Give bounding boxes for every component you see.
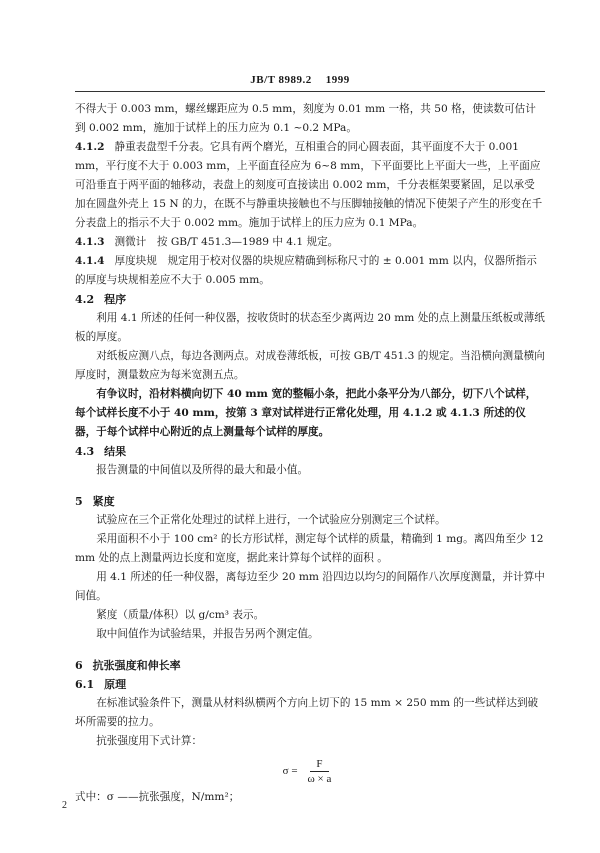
page-header [0,74,600,86]
paragraph: 对纸板应测八点，每边各测两点。对成卷薄纸板，可按 GB/T 451.3 的规定。当沿横向测量横向厚度时，测量数应为每米宽测五点。 [75,350,545,381]
page-number: 2 [62,800,67,811]
standard-year: 1999 [325,74,350,86]
paragraph: 用 4.1 所述的任一种仪器，离每边至少 20 mm 沿四边以均匀的间隔作八次厚度测量，并计算中间值。 [75,571,545,602]
document-body [75,100,545,807]
section-title: 程序 [104,293,127,306]
tensile-strength-formula [75,757,545,786]
section-number: 4.3 [75,445,95,458]
standard-code: JB/T 8989.2 [250,74,312,86]
clause-text: 厚度块规 规定用于校对仪器的块规应精确到标称尺寸的 ± 0.001 mm 以内，仪器所指示的厚度与块规相差应不大于 0.005 mm。 [75,255,537,286]
section-heading-5 [75,492,545,511]
section-number: 6.1 [75,678,95,691]
section-number: 4.2 [75,293,95,306]
section-heading-6-1 [75,675,545,694]
clause-4-1-4 [75,252,545,290]
formula-numerator: F [310,757,328,772]
section-number: 5 [75,495,83,508]
formula-lhs: σ = [282,765,298,777]
section-title: 原理 [104,678,127,691]
clause-text: 静重表盘型千分表。它具有两个磨光，互相重合的同心圆表面，其平面度不大于 0.001 mm，平行度不大于 0.003 mm，上平面直径应为 6~8 mm，下平面要比上平面大一些，上平面应可沿垂直于两平面的轴移动，表盘上的刻度可直接读出 0.002 mm，千分表框架要紧固，足以承受加在圆盘外壳上 15 N 的力，在既不与静重块接触也不与压脚轴接触的情况下使架子产生的形变在千分表盘上的指示不大于 0.002 mm。施加于试样上的压力应为 0.1 MPa。 [75,141,543,229]
section-title: 结果 [104,445,127,458]
formula-fraction [302,757,338,786]
paragraph: 试验应在三个正常化处理过的试样上进行，一个试验应分别测定三个试样。 [96,514,446,526]
clause-number: 4.1.2 [75,141,105,153]
paragraph: 报告测量的中间值以及所得的最大和最小值。 [96,464,309,476]
paragraph: 有争议时，沿材料横向切下 40 mm 宽的整幅小条，把此小条平分为八部分，切下八个试样，每个试样长度不小于 40 mm，按第 3 章对试样进行正常化处理，用 4.1.2 或 4.1.3 所述的仪器，于每个试样中心附近的点上测量每个试样的厚度。 [75,388,537,438]
clause-number: 4.1.3 [75,236,105,248]
formula-denominator: ω × a [307,773,332,785]
paragraph: 抗张强度用下式计算： [96,735,203,747]
section-heading-4-3 [75,442,545,461]
paragraph-continuation: 不得大于 0.003 mm，螺丝螺距应为 0.5 mm，刻度为 0.01 mm 一格，共 50 格，使读数可估计到 0.002 mm，施加于试样上的压力应为 0.1 ~0.2 MPa。 [75,103,536,134]
clause-number: 4.1.4 [75,255,105,267]
paragraph: 取中间值作为试验结果，并报告另两个测定值。 [96,628,319,640]
clause-text: 测微计 按 GB/T 451.3—1989 中 4.1 规定。 [114,236,339,248]
paragraph: 在标准试验条件下，测量从材料纵横两个方向上切下的 15 mm × 250 mm 的一些试样达到破坏所需要的拉力。 [75,697,539,728]
header-rule [75,91,545,92]
section-heading-6 [75,656,545,675]
section-title: 紧度 [92,495,115,508]
section-number: 6 [75,659,83,672]
formula-legend: 式中：σ ——抗张强度，N/mm²； [75,791,240,803]
paragraph: 利用 4.1 所述的任何一种仪器，按收货时的状态至少离两边 20 mm 处的点上测量压纸板或薄纸板的厚度。 [75,312,545,343]
formula-expression [283,757,338,786]
section-heading-4-2 [75,290,545,309]
clause-4-1-3 [75,233,545,252]
paragraph: 紧度（质量/体积）以 g/cm³ 表示。 [96,609,265,621]
clause-4-1-2 [75,138,545,233]
section-title: 抗张强度和伸长率 [92,659,181,672]
paragraph: 采用面积不小于 100 cm² 的长方形试样，测定每个试样的质量，精确到 1 mg。离四角至少 12 mm 处的点上测量两边长度和宽度，据此来计算每个试样的面积 。 [75,533,544,564]
